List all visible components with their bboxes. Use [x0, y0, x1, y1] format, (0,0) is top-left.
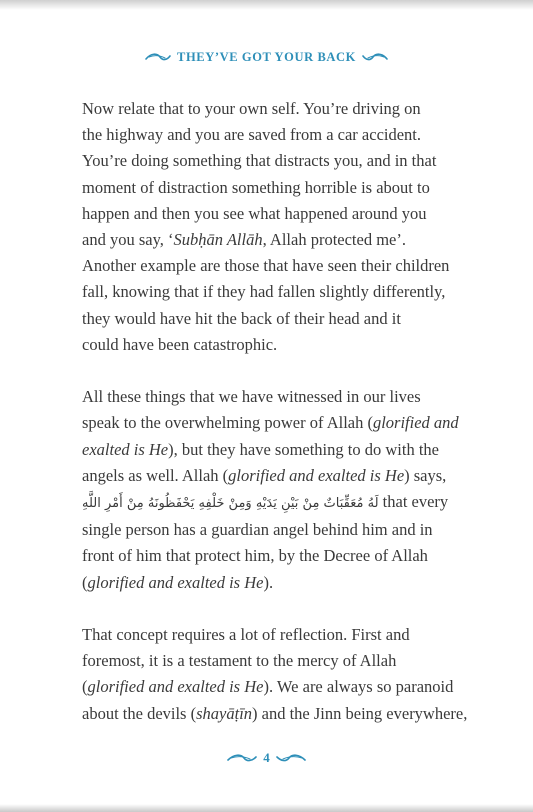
italic-honorific: glorified and exalted is He	[87, 677, 264, 697]
text-line	[82, 674, 482, 700]
paragraph-1	[82, 96, 482, 358]
italic-honorific: glorified and exalted is He	[228, 465, 405, 485]
text-line: could have been catastrophic.	[82, 334, 278, 354]
running-header	[0, 48, 533, 66]
text-line	[82, 701, 482, 727]
page-number: 4	[263, 750, 270, 765]
text-line: All these things that we have witnessed in our lives	[82, 387, 421, 407]
text-segment: (	[82, 572, 88, 592]
text-line	[82, 410, 482, 436]
text-line: foremost, it is a testament to the mercy of Allah	[82, 651, 397, 671]
text-line: single person has a guardian angel behind him and in	[82, 520, 433, 540]
arabic-verse: لَهُ مُعَقِّبَاتٌ مِنْ بَيْنِ يَدَيْهِ وَمِنْ خَلْفِهِ يَحْفَظُونَهُ مِنْ أَمْرِ اللَّهِ	[82, 496, 379, 512]
italic-term: shayāṭīn	[196, 703, 253, 723]
text-segment: angels as well. Allah (	[82, 465, 229, 485]
italic-term: Subḥān Allāh	[173, 230, 263, 250]
text-line: You’re doing something that distracts you, and in that	[82, 151, 437, 171]
text-line	[82, 570, 482, 596]
text-segment: ), but they have something to do with the	[168, 439, 439, 459]
text-segment: about the devils (	[82, 703, 197, 723]
italic-honorific: glorified and exalted is He	[87, 572, 264, 592]
text-line: fall, knowing that if they had fallen slightly differently,	[82, 282, 446, 302]
text-line: happen and then you see what happened around you	[82, 203, 427, 223]
text-segment: speak to the overwhelming power of Allah (	[82, 413, 373, 433]
body-text	[82, 96, 482, 753]
swash-left-icon	[227, 753, 257, 763]
page-footer	[0, 748, 533, 768]
text-line: Now relate that to your own self. You’re driving on	[82, 99, 421, 118]
page-bottom-shadow	[0, 804, 533, 812]
paragraph-2	[82, 384, 482, 596]
text-segment: ). We are always so paranoid	[263, 677, 454, 697]
page-top-shadow	[0, 0, 533, 10]
text-line: the highway and you are saved from a car accident.	[82, 125, 422, 145]
swash-right-icon	[362, 52, 388, 62]
text-segment: ).	[263, 572, 274, 592]
text-line: they would have hit the back of their head and it	[82, 308, 401, 328]
text-segment: that every	[378, 492, 449, 512]
swash-left-icon	[145, 52, 171, 62]
paragraph-3	[82, 622, 482, 727]
text-line	[82, 227, 482, 253]
text-segment: ) says,	[404, 465, 447, 485]
text-segment: , Allah protected me’.	[262, 230, 406, 250]
text-line	[82, 489, 482, 517]
text-line	[82, 463, 482, 489]
swash-right-icon	[276, 753, 306, 763]
header-title: THEY’VE GOT YOUR BACK	[177, 49, 356, 64]
text-segment: ) and the Jinn being everywhere,	[252, 703, 468, 723]
text-line	[82, 437, 482, 463]
text-line: moment of distraction something horrible is about to	[82, 177, 430, 197]
text-segment: (	[82, 677, 88, 697]
text-line: That concept requires a lot of reflection. First and	[82, 625, 410, 645]
italic-honorific: exalted is He	[82, 439, 169, 459]
text-segment: and you say, ‘	[82, 230, 174, 250]
text-line: Another example are those that have seen their children	[82, 256, 450, 276]
text-line: front of him that protect him, by the Decree of Allah	[82, 546, 428, 566]
italic-honorific: glorified and	[372, 413, 459, 433]
